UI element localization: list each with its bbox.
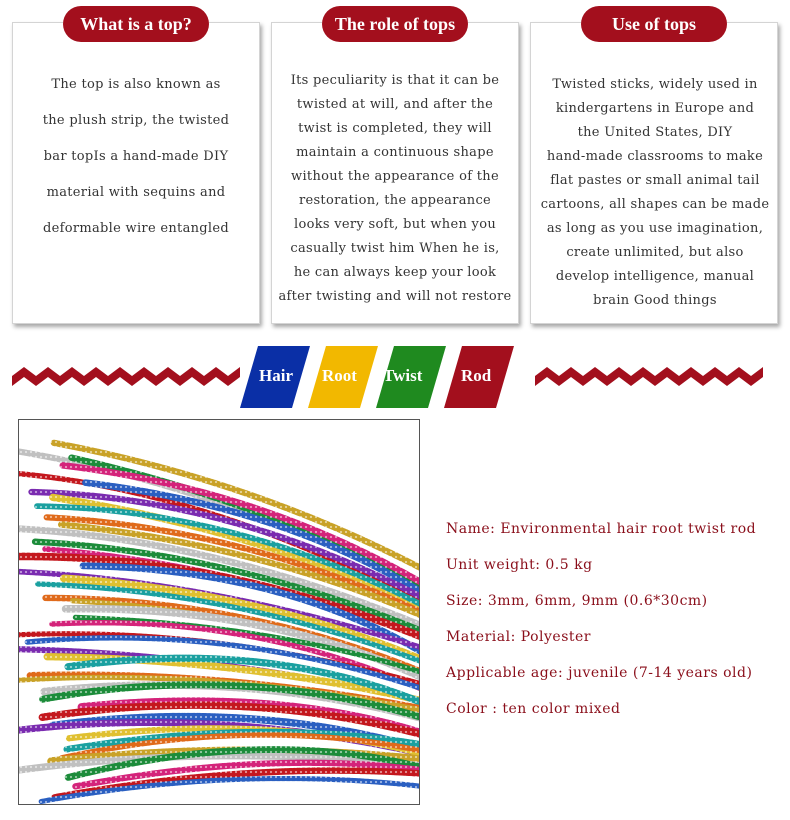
banner-label-hair: Hair xyxy=(259,366,293,385)
card-line: flat pastes or small animal tail xyxy=(550,173,760,188)
info-card-use xyxy=(530,14,778,324)
card-line: material with sequins and xyxy=(46,185,226,200)
card-body xyxy=(272,69,518,309)
card-title: The role of tops xyxy=(322,6,468,42)
spec-age: Applicable age: juvenile (7-14 years old) xyxy=(446,665,753,681)
banner-label-root: Root xyxy=(322,366,357,385)
spec-color: Color : ten color mixed xyxy=(446,701,621,717)
card-line: maintain a continuous shape xyxy=(296,145,494,160)
card-line: develop intelligence, manual xyxy=(555,269,755,284)
product-photo xyxy=(18,419,420,805)
card-line: Its peculiarity is that it can be xyxy=(290,73,500,88)
card-line: as long as you use imagination, xyxy=(546,221,764,236)
info-card-what-is xyxy=(12,14,260,324)
card-line: kindergartens in Europe and xyxy=(555,101,755,116)
product-spec-list xyxy=(446,519,776,735)
product-name-banner xyxy=(240,346,515,408)
card-line: cartoons, all shapes can be made xyxy=(540,197,770,212)
card-line: The top is also known as xyxy=(51,77,221,92)
card-line: create unlimited, but also xyxy=(566,245,744,260)
spec-weight: Unit weight: 0.5 kg xyxy=(446,557,593,573)
card-body xyxy=(533,73,777,313)
spec-material: Material: Polyester xyxy=(446,629,591,645)
pipe-cleaner-bundle xyxy=(19,443,419,802)
card-line: hand-made classrooms to make xyxy=(546,149,764,164)
card-title: Use of tops xyxy=(581,6,727,42)
banner-label-rod: Rod xyxy=(461,366,492,385)
card-line: without the appearance of the xyxy=(291,169,499,184)
card-body xyxy=(19,67,253,247)
spec-name: Name: Environmental hair root twist rod xyxy=(446,521,757,537)
spec-size: Size: 3mm, 6mm, 9mm (0.6*30cm) xyxy=(446,593,708,609)
card-line: casually twist him When he is, xyxy=(290,241,500,256)
card-line: restoration, the appearance xyxy=(298,193,492,208)
card-line: brain Good things xyxy=(593,293,717,308)
card-title: What is a top? xyxy=(63,6,209,42)
card-line: Twisted sticks, widely used in xyxy=(552,77,758,92)
card-line: twist is completed, they will xyxy=(298,121,492,136)
card-line: bar topIs a hand-made DIY xyxy=(43,149,229,164)
card-line: the plush strip, the twisted xyxy=(42,113,230,128)
zigzag-divider-left xyxy=(12,362,240,390)
pipe-cleaner xyxy=(55,771,420,798)
card-line: he can always keep your look xyxy=(293,265,497,280)
zigzag-divider-right xyxy=(535,362,763,390)
banner-label-twist: Twist xyxy=(383,366,423,385)
card-line: after twisting and will not restore xyxy=(278,289,512,304)
card-line: twisted at will, and after the xyxy=(296,97,494,112)
card-line: deformable wire entangled xyxy=(43,221,229,236)
info-card-role xyxy=(271,14,519,324)
card-line: looks very soft, but when you xyxy=(293,217,496,232)
card-line: the United States, DIY xyxy=(577,125,733,140)
